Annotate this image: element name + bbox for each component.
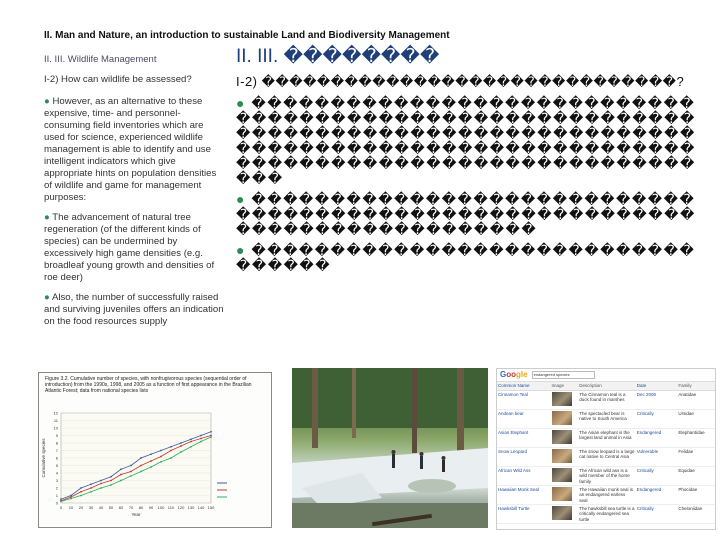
data-point — [70, 498, 72, 500]
species-family: Anatidae — [678, 391, 697, 397]
data-point — [180, 445, 182, 447]
data-point — [100, 480, 102, 482]
table-row — [497, 429, 715, 448]
table-header: Common Name Image Description Date Family — [497, 382, 715, 391]
bullet-dot-icon: ● — [44, 96, 53, 107]
data-point — [120, 468, 122, 470]
table-row — [497, 448, 715, 467]
species-description: The African wild ass is a wild member of the horse family — [579, 467, 630, 484]
species-description: The Asian elephant is the largest land animal in Asia — [579, 429, 632, 440]
species-thumbnail — [552, 430, 572, 444]
data-point — [150, 466, 152, 468]
species-family: Elephantidae — [678, 429, 705, 435]
species-name: Andean bear — [498, 410, 524, 416]
x-tick-label: 50 — [108, 505, 114, 510]
data-point — [90, 491, 92, 493]
y-tick-label: 12 — [53, 410, 58, 416]
y-tick-label: 3 — [55, 478, 58, 483]
species-name: Cinnamon Teal — [498, 391, 528, 397]
data-point — [100, 487, 102, 489]
x-tick-label: 100 — [157, 505, 165, 510]
translated-question: I-2) ������������������������������? — [236, 74, 685, 89]
data-point — [60, 501, 62, 503]
data-point — [170, 457, 172, 459]
search-logo: Google — [500, 370, 528, 380]
table-row — [497, 486, 715, 505]
y-tick-label: 6 — [55, 455, 58, 461]
x-tick-label: 120 — [177, 505, 185, 510]
translated-title: II. III. �������� — [236, 46, 440, 67]
table-row — [497, 391, 715, 410]
data-point — [160, 450, 162, 452]
bullet-dot-icon: ● — [236, 242, 252, 258]
bullet-paragraph: ● Also, the number of successfully raised and surviving juveniles offers an indication on the food resources supply — [44, 292, 224, 327]
data-point — [140, 465, 142, 467]
x-tick-label: 140 — [197, 505, 205, 510]
data-point — [200, 435, 202, 437]
data-point — [190, 441, 192, 443]
data-point — [140, 457, 142, 459]
data-point — [120, 474, 122, 476]
species-chart-figure — [38, 372, 272, 528]
species-thumbnail — [552, 506, 572, 520]
x-tick-label: 130 — [187, 505, 195, 510]
species-status: Dec 2006 — [636, 391, 656, 397]
bullet-paragraph: ● The advancement of natural tree regeneration (of the different kinds of species) can be undermined by excessively high game densities (e.g. broadleaf young growth and densities of roe deer) — [44, 212, 215, 283]
x-tick-label: 60 — [118, 505, 124, 510]
species-name: Hawaiian Monk Seal — [498, 486, 540, 492]
bullet-dot-icon: ● — [236, 95, 252, 111]
species-name: Snow Leopard — [498, 448, 528, 454]
data-point — [130, 471, 132, 473]
data-point — [140, 471, 142, 473]
bullet-dot-icon: ● — [44, 292, 52, 303]
species-status: Critically — [636, 505, 654, 511]
data-point — [120, 480, 122, 482]
photo-illustration — [292, 368, 488, 528]
data-point — [110, 484, 112, 486]
species-thumbnail — [552, 392, 572, 406]
species-thumbnail — [552, 468, 572, 482]
data-point — [180, 442, 182, 444]
x-tick-label: 30 — [88, 505, 94, 510]
y-tick-label: 4 — [55, 470, 58, 476]
data-point — [200, 441, 202, 443]
section-subheading: II. III. Wildlife Management — [44, 54, 157, 65]
species-family: Felidae — [678, 448, 694, 454]
data-point — [200, 438, 202, 440]
species-description: The Cinnamon teal is a duck found in marshes — [579, 391, 626, 402]
data-point — [130, 465, 132, 467]
data-point — [170, 450, 172, 452]
y-axis-label: Cumulative species — [41, 438, 46, 478]
data-point — [80, 495, 82, 497]
species-name: African Wild Ass — [498, 467, 531, 473]
species-family: Phocidae — [678, 486, 698, 492]
species-thumbnail — [552, 411, 572, 425]
bullet-dot-icon: ● — [236, 191, 252, 207]
species-status: Endangered — [636, 429, 662, 435]
table-row — [497, 505, 715, 524]
river-forest-photo — [292, 368, 488, 528]
table-body — [497, 391, 715, 524]
data-point — [110, 480, 112, 482]
species-description: The Hawaiian monk seal is an endangered earless seal — [579, 486, 634, 503]
data-point — [180, 451, 182, 453]
y-tick-label: 1 — [55, 493, 58, 498]
bullet-dot-icon: ● — [44, 212, 53, 223]
data-point — [190, 438, 192, 440]
x-tick-label: 10 — [68, 505, 74, 510]
data-point — [150, 460, 152, 462]
search-input: endangered species — [532, 371, 595, 379]
data-point — [90, 487, 92, 489]
table-row — [497, 467, 715, 486]
data-point — [150, 453, 152, 455]
section-question: I-2) How can wildlife be assessed? — [44, 74, 192, 85]
x-tick-label: 0 — [59, 505, 63, 510]
species-family: Ursidae — [678, 410, 694, 416]
data-point — [90, 483, 92, 485]
search-bar-area — [497, 369, 715, 382]
translated-paragraph: ● ���������������������������������������������������������������������������� — [236, 191, 696, 237]
y-tick-label: 5 — [55, 463, 58, 468]
page-header: II. Man and Nature, an introduction to sustainable Land and Biodiversity Management — [44, 30, 450, 41]
y-tick-label: 7 — [55, 448, 58, 453]
translated-paragraph: ● ��������������������������������������������������������������������������������������������������������������������������������������������������� — [236, 95, 696, 186]
data-point — [80, 491, 82, 493]
y-tick-label: 10 — [53, 425, 58, 431]
species-description: The spectacled bear is native to South America — [579, 410, 627, 421]
species-description: The snow leopard is a large cat native to Central Asia — [579, 448, 635, 459]
species-thumbnail — [552, 487, 572, 501]
y-tick-label: 8 — [55, 440, 58, 446]
table-row — [497, 410, 715, 429]
bullet-paragraph: ● However, as an alternative to these expensive, time- and personnel-consuming field inventories which are used for science, experienced wildlife management is able to identify and use intelligent indicators which give appropriate hints on population densities of wildlife and game for management purposes: — [44, 96, 217, 203]
data-point — [110, 476, 112, 478]
data-point — [100, 483, 102, 485]
x-axis-label: Year — [131, 512, 141, 517]
species-status: Critically — [636, 467, 654, 473]
species-status: Critically — [636, 410, 654, 416]
species-thumbnail — [552, 449, 572, 463]
translated-text-column — [236, 44, 710, 273]
x-tick-label: 80 — [138, 505, 144, 510]
data-point — [170, 446, 172, 448]
species-family: Cheloniidae — [678, 505, 703, 511]
species-status: Endangered — [636, 486, 662, 492]
y-tick-label: 2 — [55, 485, 58, 491]
species-chart — [39, 409, 271, 527]
data-point — [80, 487, 82, 489]
data-point — [160, 456, 162, 458]
species-status: Vulnerable — [636, 448, 659, 454]
x-tick-label: 20 — [78, 505, 84, 510]
data-point — [190, 446, 192, 448]
x-tick-label: 90 — [148, 505, 154, 510]
data-point — [160, 461, 162, 463]
x-tick-label: 150 — [207, 505, 215, 510]
species-database-screenshot — [496, 368, 716, 530]
x-tick-label: 70 — [128, 505, 134, 510]
data-point — [210, 431, 212, 433]
x-tick-label: 40 — [98, 505, 104, 510]
y-tick-label: 9 — [55, 433, 58, 438]
y-tick-label: 0 — [55, 500, 58, 506]
english-text-column — [44, 54, 226, 336]
chart-caption: Figure 3.2. Cumulative number of species, with nonfrugivorous species (sequential order of introduction) from the 1990s, 1998, and 2005 as a function of first appearance in the Brazilian Atlantic Forest; data from national species lists — [45, 376, 252, 394]
data-point — [210, 436, 212, 438]
data-point — [130, 475, 132, 477]
species-name: Hawksbill Turtle — [498, 505, 530, 511]
species-description: The hawksbill sea turtle is a critically endangered sea turtle — [579, 505, 635, 522]
x-tick-label: 110 — [167, 505, 175, 510]
translated-paragraph: ● ���������������������������������� — [236, 242, 696, 273]
y-tick-label: 11 — [53, 418, 58, 423]
species-family: Equidae — [678, 467, 695, 473]
species-name: Asian Elephant — [498, 429, 529, 435]
